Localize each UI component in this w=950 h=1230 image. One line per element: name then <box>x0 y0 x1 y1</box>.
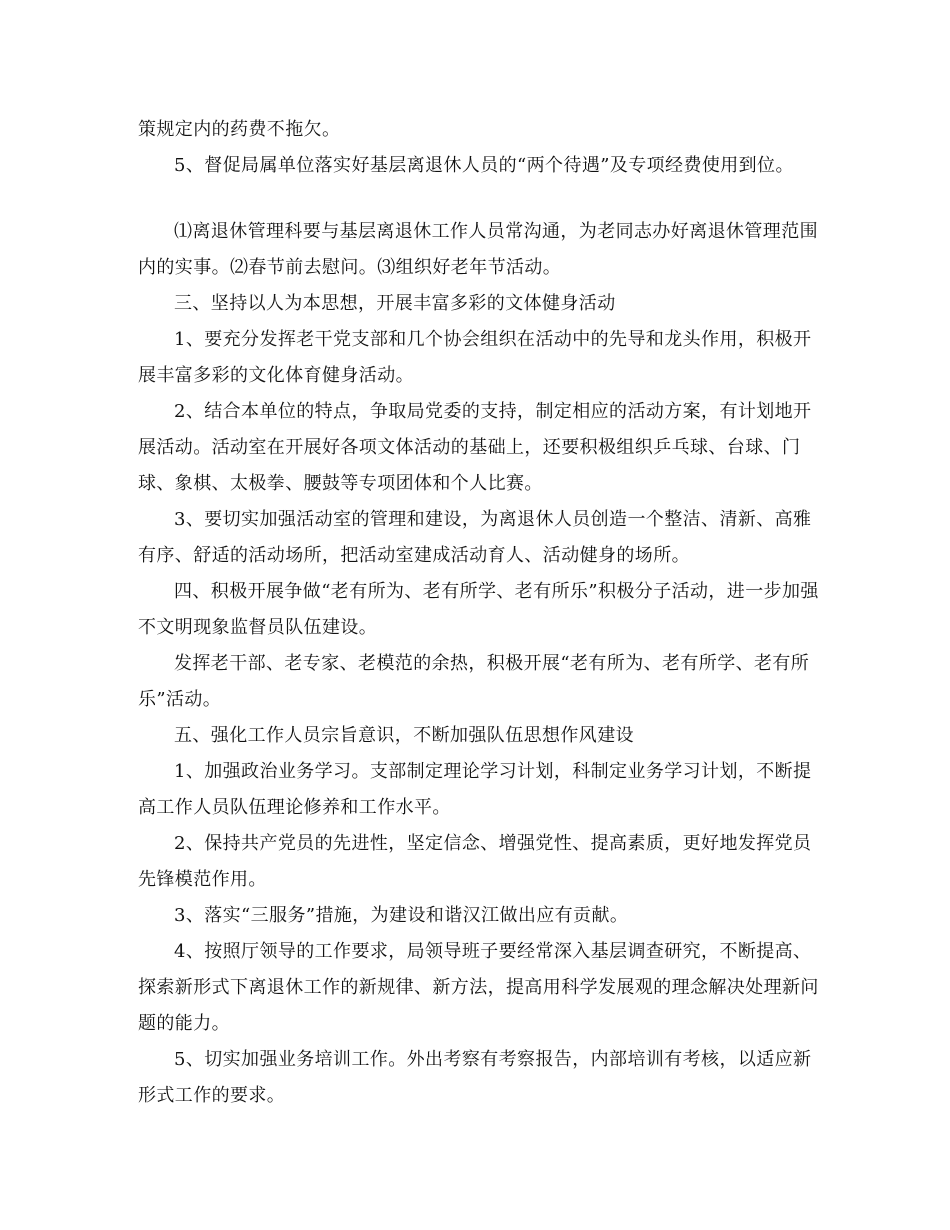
paragraph-3-2: 2、结合本单位的特点，争取局党委的支持，制定相应的活动方案，有计划地开展活动。活动室在开展好各项文体活动的基础上，还要积极组织乒乓球、台球、门球、象棋、太极拳、腰鼓等专项团体和个人比赛。 <box>138 401 812 494</box>
section-heading-3: 三、坚持以人为本思想，开展丰富多彩的文体健身活动 <box>174 293 616 314</box>
document-body <box>138 112 828 1114</box>
section-heading-4: 四、积极开展争做“老有所为、老有所学、老有所乐”积极分子活动，进一步加强不文明现象监督员队伍建设。 <box>138 581 819 638</box>
paragraph-5-4: 4、按照厅领导的工作要求，局领导班子要经常深入基层调查研究，不断提高、探索新形式下离退休工作的新规律、新方法，提高用科学发展观的理念解决处理新问题的能力。 <box>138 941 819 1034</box>
paragraph-5-2: 2、保持共产党员的先进性，坚定信念、增强党性、提高素质，更好地发挥党员先锋模范作用。 <box>138 833 812 890</box>
paragraph-5-1: 1、加强政治业务学习。支部制定理论学习计划，科制定业务学习计划，不断提高工作人员队伍理论修养和工作水平。 <box>138 761 812 818</box>
paragraph-3-1: 1、要充分发挥老干党支部和几个协会组织在活动中的先导和龙头作用，积极开展丰富多彩的文化体育健身活动。 <box>138 329 812 386</box>
paragraph-5-3: 3、落实“三服务”措施，为建设和谐汉江做出应有贡献。 <box>174 905 629 926</box>
paragraph-item-5-two-treatments: 5、督促局属单位落实好基层离退休人员的“两个待遇”及专项经费使用到位。 <box>174 155 794 176</box>
paragraph-subitems: ⑴离退休管理科要与基层离退休工作人员常沟通，为老同志办好离退休管理范围内的实事。⑵春节前去慰问。⑶组织好老年节活动。 <box>138 221 818 278</box>
section-heading-5: 五、强化工作人员宗旨意识，不断加强队伍思想作风建设 <box>174 725 634 746</box>
paragraph-4-body: 发挥老干部、老专家、老模范的余热，积极开展“老有所为、老有所学、老有所乐”活动。 <box>138 653 810 710</box>
paragraph-3-3: 3、要切实加强活动室的管理和建设，为离退休人员创造一个整洁、清新、高雅有序、舒适的活动场所，把活动室建成活动育人、活动健身的场所。 <box>138 509 812 566</box>
paragraph-5-5: 5、切实加强业务培训工作。外出考察有考察报告，内部培训有考核，以适应新形式工作的要求。 <box>138 1049 812 1106</box>
paragraph-spacer <box>138 184 828 214</box>
paragraph-continuation: 策规定内的药费不拖欠。 <box>138 119 341 140</box>
